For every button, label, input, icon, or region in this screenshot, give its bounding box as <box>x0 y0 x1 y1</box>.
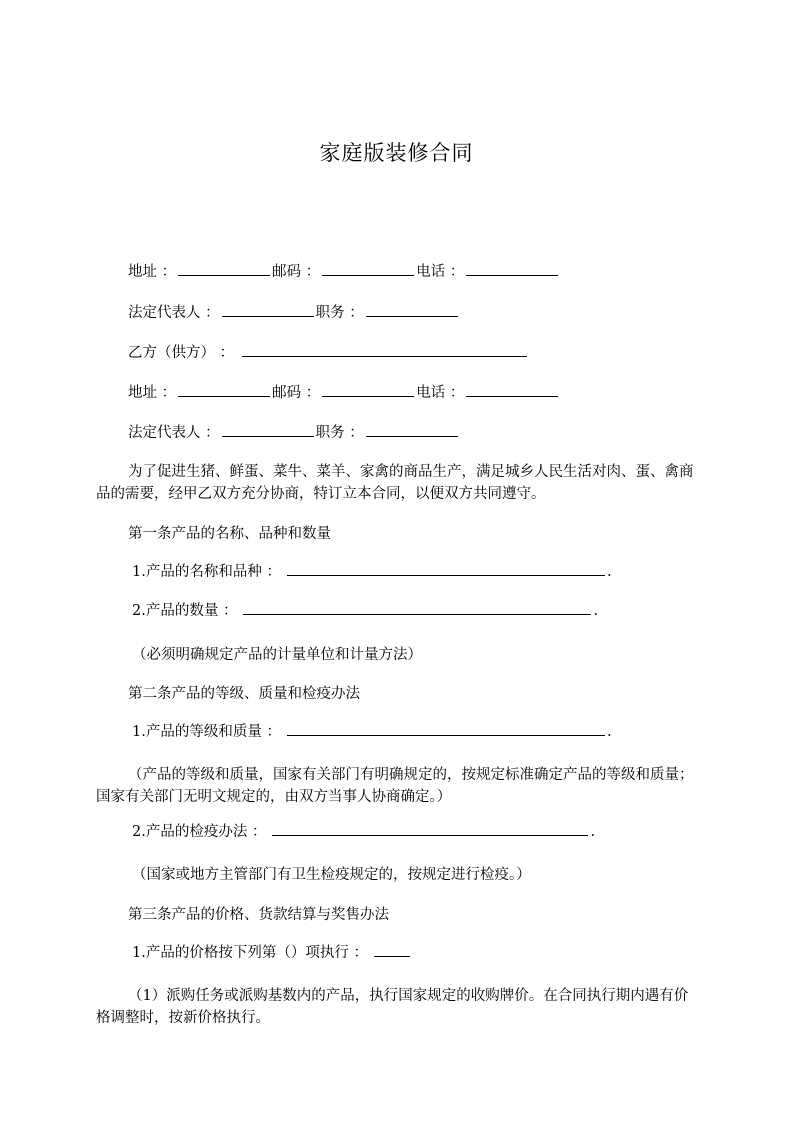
phone-blank[interactable] <box>466 382 558 397</box>
party-b-rep-line <box>128 422 460 444</box>
party-a-contact-line <box>128 261 560 283</box>
party-b-contact-line <box>128 382 560 404</box>
phone-label: 电话 ： <box>416 264 465 280</box>
article1-note: （必须明确规定产品的计量单位和计量方法） <box>132 647 422 663</box>
period: . <box>606 564 612 580</box>
period: . <box>606 724 612 740</box>
price-option-label: 1.产品的价格按下列第（）项执行 ： <box>132 945 368 961</box>
party-b-heading-line <box>128 342 529 364</box>
phone-blank[interactable] <box>466 261 558 276</box>
quarantine-blank[interactable] <box>272 821 588 836</box>
party-b-label: 乙方（供方） ： <box>128 345 235 361</box>
article3-clause1: （1）派购任务或派购基数内的产品，执行国家规定的收购牌价。在合同执行期内遇有价格调整时，按新价格执行。 <box>96 988 689 1026</box>
address-blank[interactable] <box>178 382 270 397</box>
legal-rep-label: 法定代表人 ： <box>128 305 220 321</box>
article3-heading: 第三条产品的价格、货款结算与奖售办法 <box>128 907 389 923</box>
article1-item2-line <box>132 600 598 622</box>
article2-heading: 第二条产品的等级、质量和检疫办法 <box>128 686 360 702</box>
legal-rep-blank[interactable] <box>222 422 314 437</box>
position-blank[interactable] <box>366 302 458 317</box>
article2-item1-line <box>132 721 612 743</box>
product-quantity-blank[interactable] <box>243 600 591 615</box>
position-blank[interactable] <box>366 422 458 437</box>
quarantine-label: 2.产品的检疫办法 ： <box>132 824 267 840</box>
position-label: 职务 ： <box>315 425 364 441</box>
product-name-blank[interactable] <box>287 561 605 576</box>
article1-item1-line <box>132 561 612 583</box>
address-label: 地址 ： <box>128 385 177 401</box>
address-label: 地址 ： <box>128 264 177 280</box>
product-quantity-label: 2.产品的数量 ： <box>132 603 238 619</box>
period: . <box>590 824 596 840</box>
article1-heading: 第一条产品的名称、品种和数量 <box>128 526 331 542</box>
price-option-blank[interactable] <box>374 942 410 957</box>
article2-note1: （产品的等级和质量，国家有关部门有明确规定的，按规定标准确定产品的等级和质量；国家有关部门无明文规定的，由双方当事人协商确定。） <box>96 767 694 805</box>
article3-item1-line <box>132 942 412 964</box>
product-name-label: 1.产品的名称和品种 ： <box>132 564 281 580</box>
postcode-label: 邮码 ： <box>272 264 321 280</box>
address-blank[interactable] <box>178 261 270 276</box>
postcode-blank[interactable] <box>322 382 414 397</box>
article2-item2-line <box>132 821 595 843</box>
position-label: 职务 ： <box>315 305 364 321</box>
grade-quality-label: 1.产品的等级和质量 ： <box>132 724 281 740</box>
postcode-blank[interactable] <box>322 261 414 276</box>
article2-note2: （国家或地方主管部门有卫生检疫规定的，按规定进行检疫。） <box>132 867 531 883</box>
party-a-rep-line <box>128 302 460 324</box>
phone-label: 电话 ： <box>416 385 465 401</box>
grade-quality-blank[interactable] <box>287 721 605 736</box>
period: . <box>593 603 599 619</box>
page-title: 家庭版装修合同 <box>319 141 474 165</box>
preamble-paragraph: 为了促进生猪、鲜蛋、菜牛、菜羊、家禽的商品生产，满足城乡人民生活对肉、蛋、禽商品的需要，经甲乙双方充分协商，特订立本合同，以便双方共同遵守。 <box>96 464 694 502</box>
party-b-blank[interactable] <box>242 342 527 357</box>
legal-rep-blank[interactable] <box>222 302 314 317</box>
postcode-label: 邮码 ： <box>272 385 321 401</box>
legal-rep-label: 法定代表人 ： <box>128 425 220 441</box>
